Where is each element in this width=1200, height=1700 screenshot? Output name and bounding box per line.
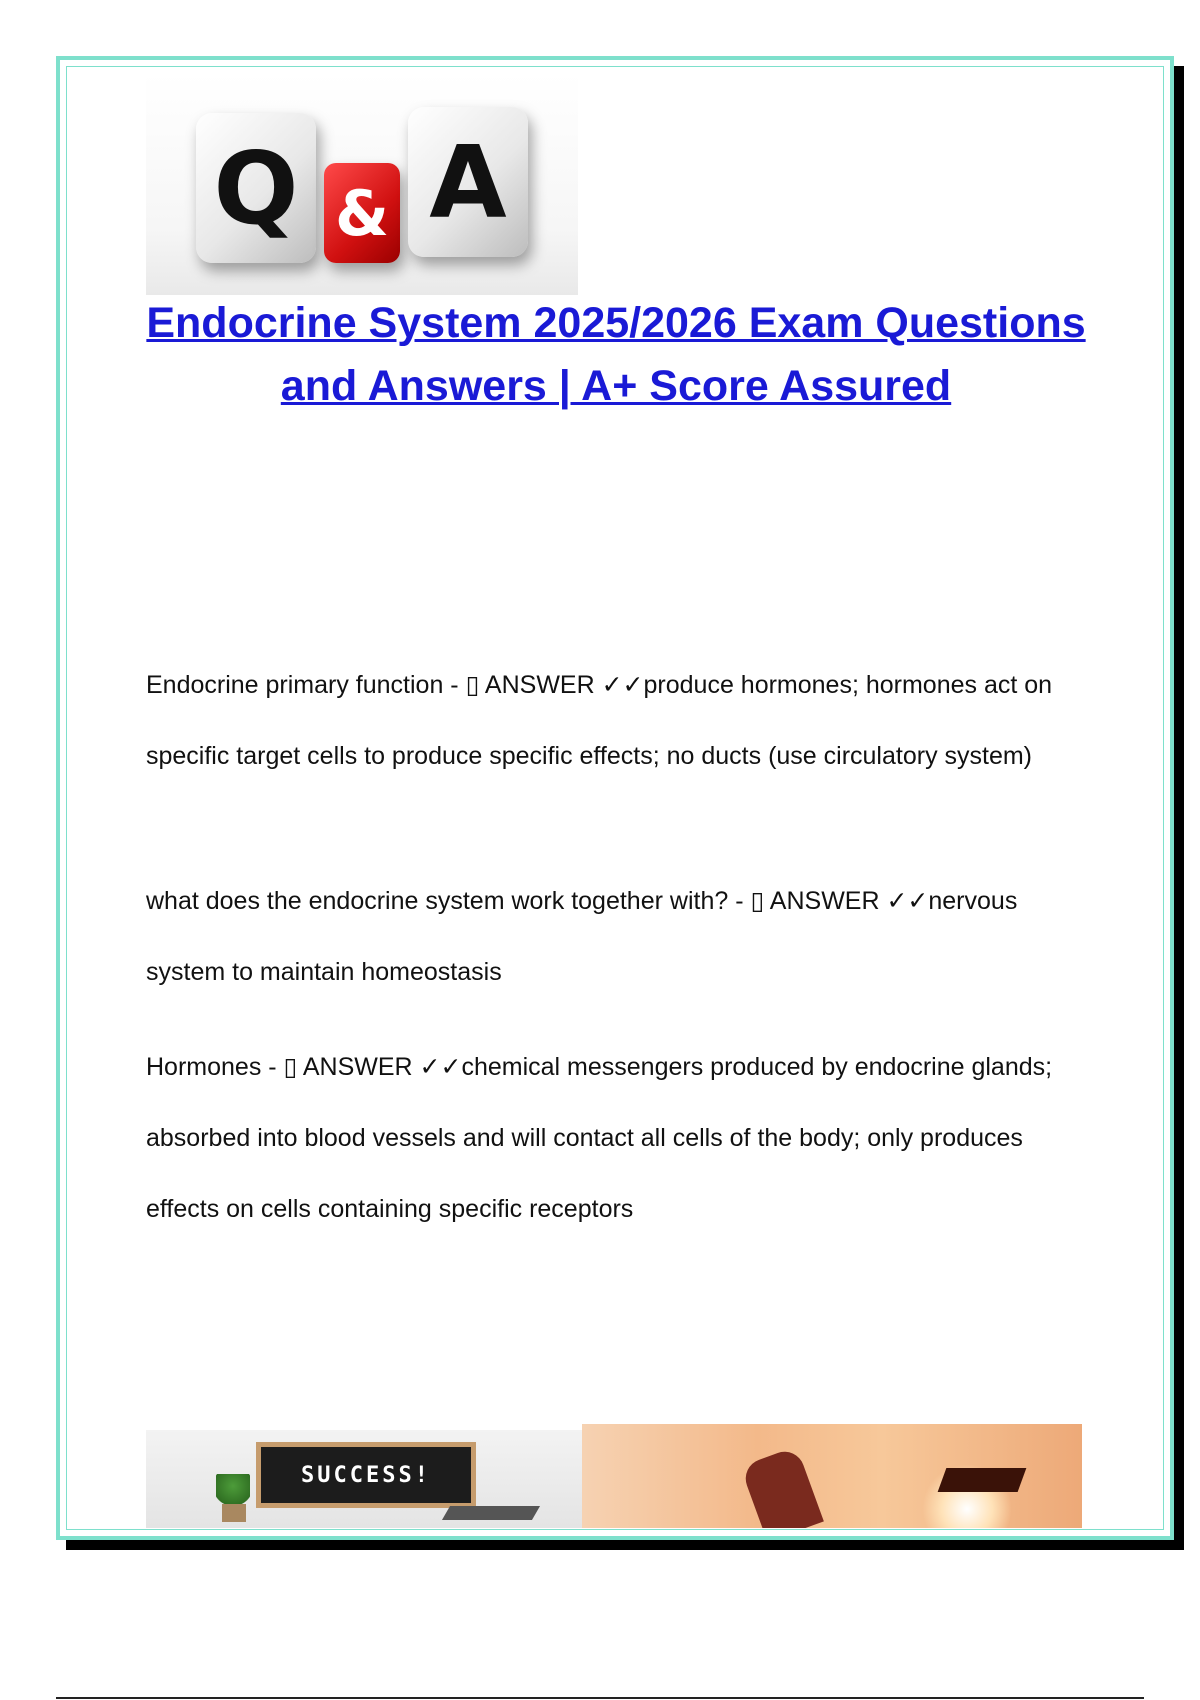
- missing-glyph-icon: ▯: [283, 1053, 303, 1081]
- answer-marker: ANSWER ✓✓: [302, 1053, 462, 1081]
- success-banner-image: [146, 1430, 582, 1528]
- qa-item: [146, 1032, 1096, 1245]
- question-text: Hormones -: [146, 1053, 284, 1081]
- raised-arm-icon: [740, 1446, 824, 1528]
- answer-text: chemical messengers produced by endocrine glands; absorbed into blood vessels and will contact all cells of the body; only produces effects on cells containing specific receptors: [146, 1053, 1053, 1223]
- qa-item: [146, 650, 1096, 792]
- qa-item: [146, 866, 1096, 1008]
- answer-text: nervous system to maintain homeostasis: [146, 887, 1018, 986]
- qa-dice-logo: [146, 73, 578, 295]
- question-text: Endocrine primary function -: [146, 671, 466, 699]
- answer-marker: ANSWER ✓✓: [484, 671, 644, 699]
- answer-marker: ANSWER ✓✓: [769, 887, 929, 915]
- a-die: A: [408, 107, 528, 257]
- document-title[interactable]: Endocrine System 2025/2026 Exam Questions and Answers | A+ Score Assured: [146, 299, 1086, 410]
- pot-icon: [222, 1504, 246, 1522]
- bottom-divider: [56, 1697, 1144, 1699]
- graduation-cap-icon: [938, 1468, 1027, 1492]
- missing-glyph-icon: ▯: [465, 671, 485, 699]
- ampersand-die: &: [324, 163, 400, 263]
- graduation-image: [582, 1424, 1082, 1528]
- success-chalkboard: SUCCESS!: [256, 1442, 476, 1508]
- q-die: Q: [196, 113, 316, 263]
- question-text: what does the endocrine system work together with? -: [146, 887, 751, 915]
- missing-glyph-icon: ▯: [750, 887, 770, 915]
- tablet-icon: [442, 1506, 540, 1520]
- answer-text: produce hormones; hormones act on specific target cells to produce specific effects; no ducts (use circulatory system): [146, 671, 1053, 770]
